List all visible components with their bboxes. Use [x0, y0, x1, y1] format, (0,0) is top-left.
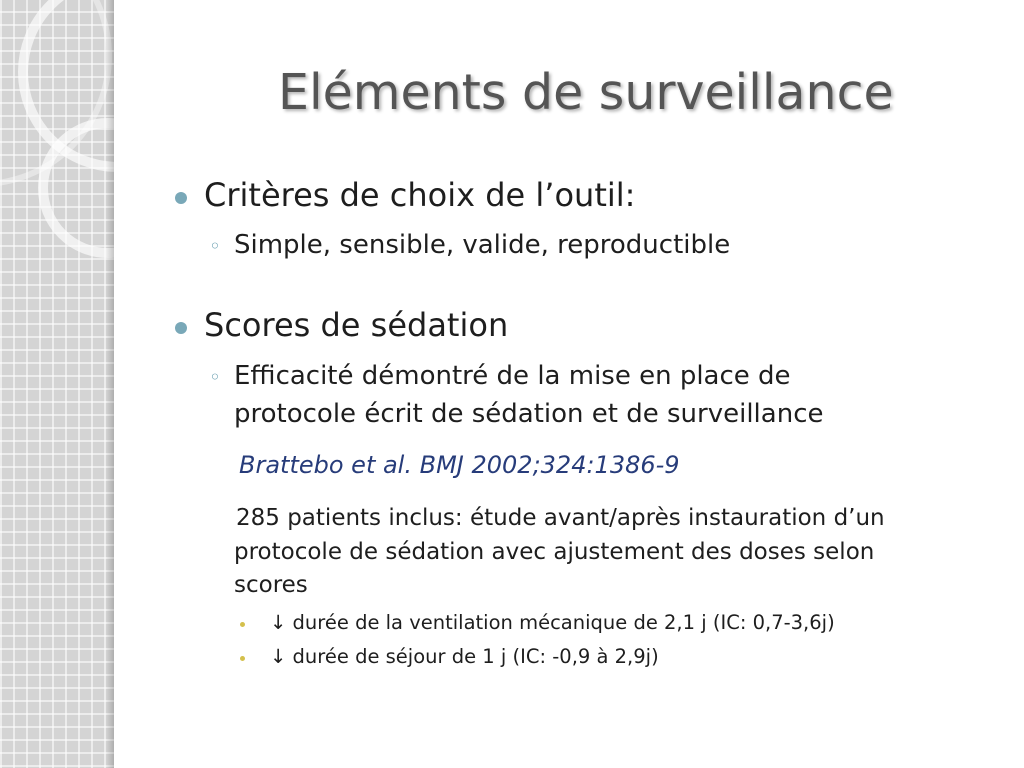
sub-bullet-text: Efficacité démontré de la mise en place de — [234, 361, 791, 391]
study-description-line: 285 patients inclus: étude avant/après instauration d’un — [236, 505, 885, 531]
result-text: durée de séjour de 1 j (IC: -0,9 à 2,9j) — [292, 645, 659, 668]
sub-bullet-text: protocole écrit de sédation et de surveillance — [234, 399, 824, 429]
down-arrow-icon: ↓ — [270, 645, 287, 668]
small-bullet-icon — [240, 656, 245, 661]
bullet-text: Critères de choix de l’outil: — [204, 176, 636, 214]
bullet-text: Scores de sédation — [204, 306, 509, 344]
circle-bullet-icon: ◦ — [209, 365, 221, 389]
bullet-icon — [175, 192, 187, 204]
circle-bullet-icon: ◦ — [209, 234, 221, 258]
sub-bullet-text: Simple, sensible, valide, reproductible — [234, 230, 731, 260]
decorative-sidebar — [0, 0, 114, 768]
study-description-line: scores — [234, 572, 308, 598]
small-bullet-icon — [240, 622, 245, 627]
down-arrow-icon: ↓ — [270, 611, 287, 634]
study-description-line: protocole de sédation avec ajustement des doses selon — [234, 539, 875, 565]
sidebar-shadow — [106, 0, 114, 768]
result-line — [270, 611, 835, 634]
citation: Brattebo et al. BMJ 2002;324:1386-9 — [239, 451, 680, 479]
slide-title: Eléments de surveillance — [278, 64, 894, 121]
bullet-icon — [175, 322, 187, 334]
result-text: durée de la ventilation mécanique de 2,1 j (IC: 0,7-3,6j) — [292, 611, 835, 634]
result-line — [270, 645, 659, 668]
